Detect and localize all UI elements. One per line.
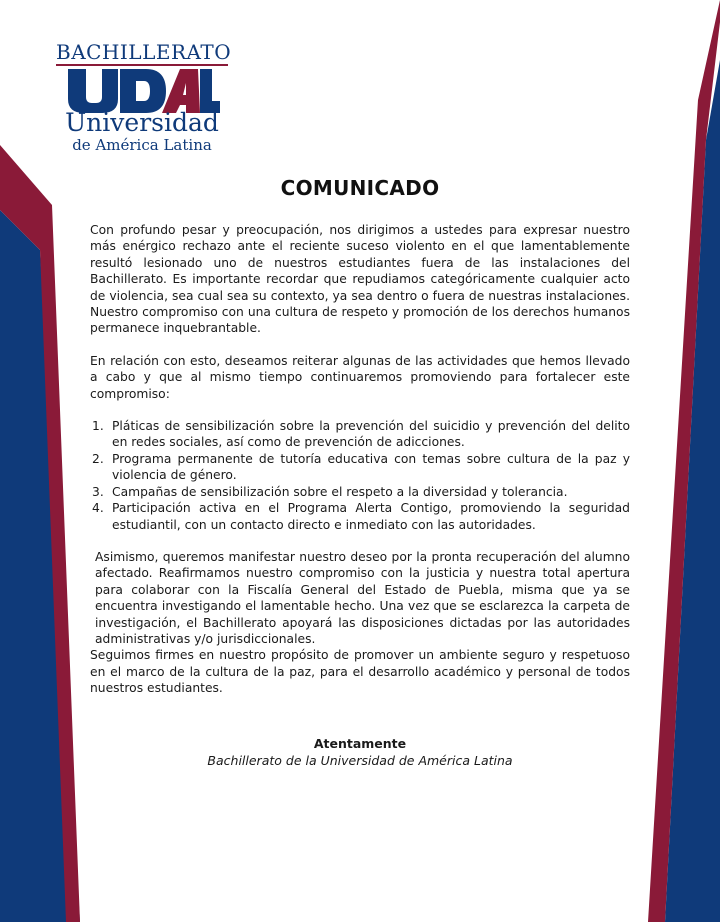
list-item-number: 3. bbox=[92, 484, 104, 499]
logo-bachillerato-text: BACHILLERATO bbox=[56, 40, 232, 64]
paragraph-4: Seguimos firmes en nuestro propósito de promover un ambiente seguro y respetuoso en el marco de la cultura de la paz, para el desarrollo académico y personal de todos nuestros estudiantes. bbox=[90, 648, 630, 696]
list-item-number: 1. bbox=[92, 419, 104, 434]
logo-universidad-text: Universidad bbox=[65, 108, 219, 137]
list-item-text: Programa permanente de tutoría educativa con temas sobre cultura de la paz y violencia de género. bbox=[112, 451, 630, 483]
list-item-number: 4. bbox=[92, 501, 104, 516]
list-item-text: Participación activa en el Programa Alerta Contigo, promoviendo la seguridad estudiantil, con un contacto directo e inmediato con las autoridades. bbox=[112, 501, 630, 532]
paragraph-2: En relación con esto, deseamos reiterar algunas de las actividades que hemos llevado a cabo y que al mismo tiempo continuaremos promoviendo para fortalecer este compromiso: bbox=[90, 353, 630, 401]
list-item bbox=[90, 451, 630, 484]
list-item bbox=[90, 418, 630, 451]
list-item-number: 2. bbox=[92, 451, 104, 466]
closing-organization: Bachillerato de la Universidad de América Latina bbox=[207, 753, 513, 768]
list-item-text: Pláticas de sensibilización sobre la prevención del suicidio y prevención del delito en redes sociales, así como de prevención de adicciones. bbox=[112, 419, 630, 450]
page-title: COMUNICADO bbox=[280, 176, 440, 200]
activities-list bbox=[90, 418, 630, 533]
paragraph-3: Asimismo, queremos manifestar nuestro deseo por la pronta recuperación del alumno afectado. Reafirmamos nuestro compromiso con la justicia y nuestra total apertura para colaborar con la Fiscalía General del Estado de Puebla, misma que ya se encuentra investigando el lamentable hecho. Una vez que se esclarezca la carpeta de investigación, el Bachillerato apoyará las disposiciones dictadas por las autoridades administrativas y/o jurisdiccionales. bbox=[95, 549, 630, 646]
closing-block bbox=[0, 735, 720, 769]
logo-america-latina-text: de América Latina bbox=[72, 136, 212, 154]
communique-body bbox=[90, 222, 630, 697]
udal-logo bbox=[56, 40, 232, 154]
list-item bbox=[90, 484, 630, 500]
list-item-text: Campañas de sensibilización sobre el respeto a la diversidad y tolerancia. bbox=[112, 484, 568, 499]
paragraph-1: Con profundo pesar y preocupación, nos dirigimos a ustedes para expresar nuestro más enérgico rechazo ante el reciente suceso violento en el que lamentablemente resultó lesionado uno de nuestros estudiantes fuera de las instalaciones del Bachillerato. Es importante recordar que repudiamos categóricamente cualquier acto de violencia, sea cual sea su contexto, ya sea dentro o fuera de nuestras instalaciones. Nuestro compromiso con una cultura de respeto y promoción de los derechos humanos permanece inquebrantable. bbox=[90, 223, 630, 336]
list-item bbox=[90, 500, 630, 533]
closing-signature: Atentamente bbox=[313, 736, 407, 751]
